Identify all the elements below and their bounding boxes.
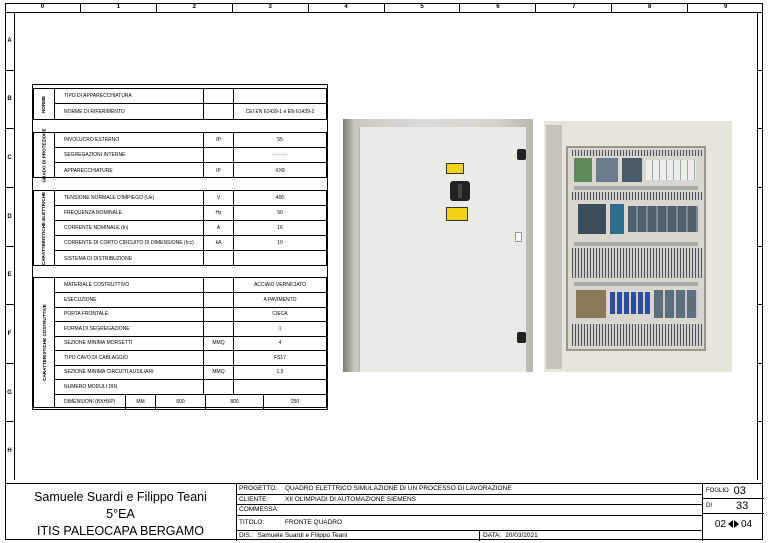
ruler-row: G	[5, 364, 14, 423]
cliente-line: CLIENTE: XII OLIMPIADI DI AUTOMAZIONE SIEMENS	[236, 495, 702, 506]
block-label: CARATTERISTICHE ELETTRICHE	[41, 191, 47, 265]
spec-block-norme	[33, 88, 327, 120]
plc-module-icon	[574, 158, 592, 182]
spec-block-protezione	[33, 127, 327, 183]
cabinet-door	[359, 127, 526, 372]
sheet-number: 03	[733, 485, 746, 497]
mounting-plate	[566, 146, 706, 351]
spec-row: ESECUZIONE A PAVIMENTO	[54, 293, 326, 308]
ruler-row: B	[5, 71, 14, 130]
authors: Samuele Suardi e Filippo Teani	[34, 490, 207, 504]
ruler-row: H	[7, 448, 12, 455]
ruler-col: 4	[309, 3, 385, 12]
next-arrow-icon[interactable]	[734, 520, 739, 528]
spec-row: NUMERO MODULI DIN	[54, 380, 326, 395]
ruler-row: F	[5, 305, 14, 364]
cabinet-front-photo	[343, 119, 533, 372]
spec-row: TENSIONE NORMALE D'IMPIEGO (Ue) V 400	[54, 191, 326, 206]
ruler-col: 2	[157, 3, 233, 12]
class-label: 5°EA	[106, 507, 135, 521]
school-name: ITIS PALEOCAPA BERGAMO	[37, 524, 204, 538]
terminal-block-icon	[628, 206, 698, 232]
spec-row: TIPO DI APPARECCHIATURA	[54, 89, 326, 104]
ruler-col: 5	[385, 3, 461, 12]
spec-block-costruttive	[33, 277, 327, 408]
ruler-col: 6	[460, 3, 536, 12]
block-label: CARATTERISTICHE COSTRUTTIVE	[41, 304, 47, 381]
spec-row: SEZIONE MINIMA MORSETTI MMQ 4	[54, 336, 326, 351]
titolo-line: TITOLO: FRONTE QUADRO	[236, 516, 702, 531]
row-ruler-right	[757, 12, 763, 480]
spec-row: MATERIALE COSTRUTTIVO ACCIAIO VERNICIATO	[54, 278, 326, 293]
spec-row: FREQUENZA NOMINALE Hz 50	[54, 206, 326, 221]
ruler-col: 7	[536, 3, 612, 12]
ruler-col: 8	[612, 3, 688, 12]
prev-sheet-link[interactable]: 02	[714, 518, 726, 530]
spec-row: SEZIONE MINIMA CIRCUITI AUSILIARI MMQ 1,5	[54, 365, 326, 380]
open-door-icon	[546, 125, 562, 369]
project-info	[236, 484, 702, 541]
breakers-icon	[646, 160, 696, 180]
row-ruler	[5, 12, 15, 480]
dis-line: DIS.: Samuele Suardi e Filippo Teani DATA: 20/03/2021	[236, 531, 702, 542]
spec-row: CORRENTE DI CORTO CIRCUITO DI DIMENSIONE (Icc) kA 10	[54, 236, 326, 251]
column-ruler	[5, 3, 763, 13]
ruler-row: D	[5, 188, 14, 247]
spec-row: SISTEMA DI DISTRIBUZIONE	[54, 251, 326, 266]
spec-row: CORRENTE NOMINALE (In) A 16	[54, 221, 326, 236]
prev-arrow-icon[interactable]	[728, 520, 733, 528]
spec-row: TIPO CAVO DI CABLAGGIO FS17	[54, 351, 326, 366]
plc-cpu-icon	[622, 158, 642, 182]
network-module-icon	[610, 204, 624, 234]
hazard-sign-icon	[446, 207, 468, 221]
door-lock-icon	[517, 149, 526, 160]
contactors-icon	[654, 290, 698, 318]
io-module-icon	[578, 204, 606, 234]
spec-row: NORME DI RIFERIMENTO CEI EN 61439-1 e EN 61439-2	[54, 104, 326, 119]
ruler-col: 1	[81, 3, 157, 12]
author-box	[5, 484, 237, 541]
spec-row: SEGREGAZIONI INTERNE - - - -	[54, 148, 326, 163]
spec-row: FORMA DI SEGREGAZIONE 1	[54, 322, 326, 337]
door-lock-icon	[517, 332, 526, 343]
power-supply-icon	[596, 158, 618, 182]
cabinet-interior-photo	[544, 121, 732, 372]
spec-block-elettriche	[33, 190, 327, 266]
block-label: NORME	[41, 95, 47, 113]
next-sheet-link[interactable]: 04	[741, 518, 753, 530]
door-marker-icon	[515, 232, 522, 242]
warning-label-icon	[446, 163, 464, 174]
terminals-icon	[610, 292, 650, 314]
ruler-row: A	[5, 12, 14, 71]
relay-board-icon	[576, 290, 606, 318]
spec-row: PORTA FRONTALE CIECA	[54, 307, 326, 322]
spec-row: APPARECCHIATURE IP XX8	[54, 163, 326, 178]
ruler-col: 3	[233, 3, 309, 12]
title-block	[5, 483, 763, 541]
ruler-col: 0	[5, 3, 81, 12]
main-switch-icon	[450, 181, 470, 201]
ruler-row: E	[5, 247, 14, 306]
progetto-line: PROGETTO: QUADRO ELETTRICO SIMULAZIONE DI UN PROCESSO DI LAVORAZIONE	[236, 484, 702, 495]
spec-row: INVOLUCRO ESTERNO IP 55	[54, 133, 326, 148]
ruler-row: C	[5, 129, 14, 188]
block-label: GRADO DI PROTEZIONE	[41, 127, 47, 183]
spec-dimensions-row: DIMENSIONI (BXHXP) MM 600 800 250	[54, 394, 326, 409]
sheet-info: FOGLIO 03 DI 33 02 04	[702, 484, 764, 541]
commessa-line: COMMESSA:	[236, 505, 702, 516]
ruler-col: 9	[723, 4, 728, 10]
spec-table	[32, 84, 328, 410]
sheet-total: 33	[736, 500, 749, 512]
sheet-nav	[703, 514, 764, 534]
